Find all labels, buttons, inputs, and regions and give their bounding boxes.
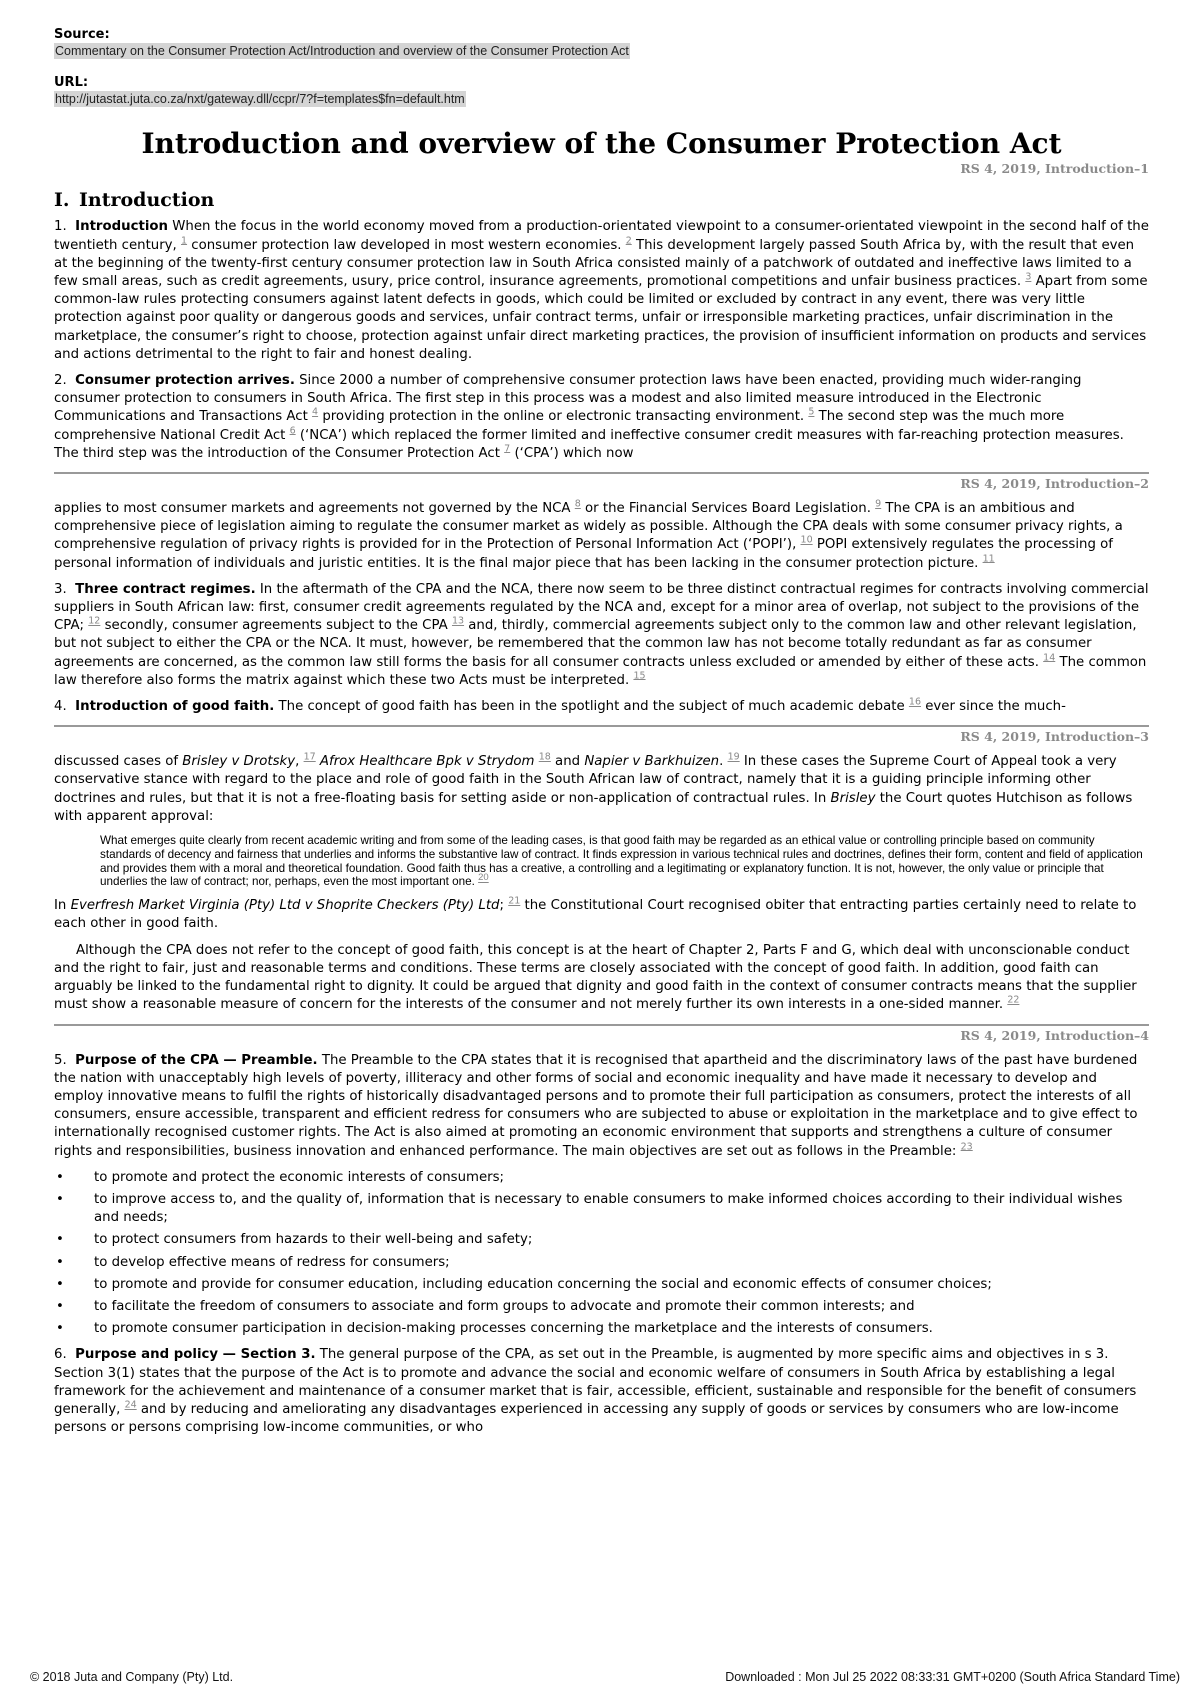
- footnote-link[interactable]: 5: [808, 407, 815, 419]
- footnote-link[interactable]: 13: [451, 615, 465, 627]
- footnote-link[interactable]: 6: [289, 425, 296, 437]
- paragraph-1: 1. Introduction When the focus in the world economy moved from a production-orientated viewpoint to a consumer-orientated viewpoint in the second half of the twentieth century, $^1$ consumer protection law developed in most western economies. $^2$ This development largely passed South Africa by, with the result that even at the beginning of the twenty-first century consumer protection law in South Africa consisted mainly of a patchwork of outdated and ineffective laws limited to a few small areas, such as credit agreements, usury, price control, insurance agreements, promotional competitions and unfair business practices. $^3$ Apart from some common-law rules protecting consumers against latent defects in goods, which could be limited or excluded by contract in any event, there was very little protection against poor quality or dangerous goods and services, unfair contract terms, unfair or irresponsible marketing practices, unfair discrimination in the marketplace, the consumer’s right to choose, protection against unfair direct marketing practices, the provision of insufficient information on products and services and actions detrimental to the right to fair and honest dealing.: [54, 219, 1149, 362]
- list-item: • to develop effective means of redress for consumers;: [54, 1254, 1149, 1272]
- paragraph-lead: Consumer protection arrives.: [75, 373, 295, 389]
- paragraph-6: 6. Purpose and policy — Section 3. The general purpose of the CPA, as set out in the Preamble, is augmented by more specific aims and objectives in s 3. Section 3(1) states that the purpose of the Act is to promote and advance the social and economic welfare of consumers in South Africa by establishing a legal framework for the achievement and maintenance of a consumer market that is fair, accessible, efficient, sustainable and responsible for the benefit of consumers generally, $^{24}$ and by reducing and ameliorating any disadvantages experienced in accessing any supply of goods or services by consumers who are low-income persons or persons comprising low-income communities, or who: [54, 1347, 1137, 1436]
- case-name: Brisley v Drotsky: [182, 754, 296, 770]
- source-value: Commentary on the Consumer Protection Act/Introduction and overview of the Consumer Protection Act: [55, 44, 629, 58]
- document-title: Introduction and overview of the Consumer Protection Act: [141, 127, 1062, 161]
- paragraph-2: 2. Consumer protection arrives. Since 2000 a number of comprehensive consumer protection laws have been enacted, providing much wider-ranging consumer protection to consumers in South Africa. The first step in this process was a modest and also limited measure introduced in the Electronic Communications and Transactions Act $^4$ providing protection in the online or electronic transacting environment. $^5$ The second step was the much more comprehensive National Credit Act $^6$ (‘NCA’) which replaced the former limited and ineffective consumer credit measures with far-reaching protection measures. The third step was the introduction of the Consumer Protection Act $^7$ (‘CPA’) which now: [54, 373, 1124, 461]
- footnote-link[interactable]: 23: [960, 1141, 973, 1153]
- page-footer: [30, 1670, 1180, 1684]
- list-item: • to improve access to, and the quality of, information that is necessary to enable consumers to make informed choices according to their individual wishes and needs;: [54, 1191, 1149, 1227]
- section-heading: I. Introduction: [54, 189, 215, 212]
- footnote-link[interactable]: 14: [1043, 652, 1056, 664]
- paragraph-4-everfresh: In Everfresh Market Virginia (Pty) Ltd v Shoprite Checkers (Pty) Ltd; $^{21}$ the Constitutional Court recognised obiter that entracting parties certainly need to relate to each other in good faith.: [54, 895, 1137, 932]
- list-item: • to protect consumers from hazards to their well-being and safety;: [54, 1231, 1149, 1249]
- paragraph-5: 5. Purpose of the CPA — Preamble. The Preamble to the CPA states that it is recognised that apartheid and the discriminatory laws of the past have burdened the nation with unacceptably high levels of poverty, illiteracy and other forms of social and economic inequality and have made it necessary to develop and employ innovative means to fulfil the rights of historically disadvantaged persons and to promote their full participation as consumers, protect the interests of all consumers, ensure accessible, transparent and efficient redress for consumers who are subjected to abuse or exploitation in the marketplace and to give effect to internationally recognised customer rights. The Act is also aimed at promoting an economic environment that supports and strengthens a culture of consumer rights and responsibilities, business innovation and enhanced performance. The main objectives are set out as follows in the Preamble: $^{23}$: [54, 1052, 1138, 1159]
- list-item: • to promote consumer participation in decision-making processes concerning the marketplace and the interests of consumers.: [54, 1320, 1149, 1338]
- footnote-link[interactable]: 4: [312, 407, 319, 419]
- paragraph-lead: Three contract regimes.: [75, 581, 256, 597]
- footnote-link[interactable]: 12: [88, 615, 101, 627]
- paragraph-4: 4. Introduction of good faith. The concept of good faith has been in the spotlight and the subject of much academic debate $^{16}$ ever since the much-: [54, 696, 1066, 715]
- footnote-link[interactable]: 11: [982, 553, 995, 565]
- footnote-link[interactable]: 3: [1025, 271, 1032, 283]
- url-label: URL:: [54, 75, 89, 91]
- paragraph-4-cpa: Although the CPA does not refer to the concept of good faith, this concept is at the heart of Chapter 2, Parts F and G, which deal with unconscionable conduct and the right to fair, just and reasonable terms and conditions. These terms are closely associated with the concept of good faith. In addition, good faith can arguably be linked to the fundamental right to dignity. It could be argued that dignity and good faith in the context of consumer contracts means that the supplier must show a reasonable measure of concern for the interests of the consumer and not merely further its own interests in a one-sided manner. $^{22}$: [54, 942, 1137, 1013]
- source-url-link[interactable]: http://jutastat.juta.co.za/nxt/gateway.dll/ccpr/7?f=templates$fn=default.htm: [55, 92, 465, 107]
- footnote-link[interactable]: 15: [633, 670, 646, 682]
- page-marker-2: RS 4, 2019, Introduction–2: [960, 476, 1149, 492]
- footnote-link[interactable]: 19: [727, 751, 740, 763]
- footnote-link[interactable]: 16: [908, 696, 921, 708]
- footnote-link[interactable]: 17: [303, 751, 316, 763]
- paragraph-lead: Purpose of the CPA — Preamble.: [75, 1052, 318, 1068]
- objectives-list: [54, 1169, 1149, 1339]
- paragraph-2-continued: applies to most consumer markets and agreements not governed by the NCA $^8$ or the Financial Services Board Legislation. $^9$ The CPA is an ambitious and comprehensive piece of legislation aiming to regulate the consumer market as widely as possible. Although the CPA deals with some consumer privacy rights, a comprehensive regulation of privacy rights is provided for in the Protection of Personal Information Act (‘POPI’), $^{10}$ POPI extensively regulates the processing of personal information of individuals and juristic entities. It is the final major piece that has been lacking in the consumer protection picture. $^{11}$: [54, 498, 1123, 571]
- footnote-link[interactable]: 18: [538, 751, 551, 763]
- paragraph-lead: Purpose and policy — Section 3.: [75, 1347, 316, 1363]
- footnote-link[interactable]: 2: [625, 235, 632, 247]
- source-label: Source:: [54, 27, 110, 42]
- page-marker-4: RS 4, 2019, Introduction–4: [960, 1027, 1149, 1043]
- list-item: • to promote and protect the economic interests of consumers;: [54, 1169, 1149, 1187]
- block-quote: What emerges quite clearly from recent academic writing and from some of the leading cases, is that good faith may be regarded as an ethical value or controlling principle based on community standards of decency and fairness that underlies and informs the substantive law of contract. It finds expression in various technical rules and doctrines, defines their form, content and field of application and provides them with a moral and theoretical foundation. Good faith thus has a creative, a controlling and a legitimating or explanatory function. It is not, however, the only value or principle that underlies the law of contract; nor, perhaps, even the most important one. $^{20}$: [100, 834, 1143, 889]
- download-timestamp: Downloaded : Mon Jul 25 2022 08:33:31 GMT+0200 (South Africa Standard Time): [725, 1670, 1180, 1684]
- footnote-link[interactable]: 22: [1007, 994, 1020, 1006]
- page-divider: [54, 472, 1149, 474]
- list-item: • to facilitate the freedom of consumers to associate and form groups to advocate and promote their common interests; and: [54, 1298, 1149, 1316]
- page-divider: [54, 725, 1149, 727]
- case-name: Brisley: [830, 790, 876, 806]
- footnote-link[interactable]: 10: [800, 535, 813, 547]
- paragraph-lead: Introduction of good faith.: [75, 699, 275, 715]
- document-page: [54, 26, 1149, 1445]
- case-name: Everfresh Market Virginia (Pty) Ltd v Shoprite Checkers (Pty) Ltd: [70, 898, 500, 914]
- list-item: • to promote and provide for consumer education, including education concerning the social and economic effects of consumer choices;: [54, 1276, 1149, 1294]
- footnote-link[interactable]: 21: [508, 895, 521, 907]
- paragraph-4-continued: discussed cases of Brisley v Drotsky, $^{17}$ Afrox Healthcare Bpk v Strydom $^{18}$ and Napier v Barkhuizen. $^{19}$ In these cases the Supreme Court of Appeal took a very conservative stance with regard to the place and role of good faith in the South African law of contract, namely that it is a guiding principle informing other doctrines and rules, but that it is not a free-floating basis for setting aside or non-application of contractual rules. In Brisley the Court quotes Hutchison as follows with apparent approval:: [54, 751, 1133, 824]
- paragraph-3: 3. Three contract regimes. In the aftermath of the CPA and the NCA, there now seem to be three distinct contractual regimes for contracts involving commercial suppliers in South African law: first, consumer credit agreements regulated by the NCA and, except for a minor area of overlap, not subject to the provisions of the CPA; $^{12}$ secondly, consumer agreements subject to the CPA $^{13}$ and, thirdly, commercial agreements subject only to the common law and other relevant legislation, but not subject to either the CPA or the NCA. It must, however, be remembered that the common law has not become totally redundant as far as consumer agreements are concerned, as the common law still forms the basis for all consumer contracts unless excluded or amended by either of these acts. $^{14}$ The common law therefore also forms the matrix against which these two Acts must be interpreted. $^{15}$: [54, 581, 1149, 688]
- footnote-link[interactable]: 8: [574, 498, 581, 510]
- footnote-link[interactable]: 1: [181, 235, 188, 247]
- footnote-link[interactable]: 7: [504, 443, 511, 455]
- copyright-text: © 2018 Juta and Company (Pty) Ltd.: [30, 1670, 234, 1684]
- footnote-link[interactable]: 24: [124, 1399, 137, 1411]
- footnote-link[interactable]: 9: [875, 498, 882, 510]
- case-name: Afrox Healthcare Bpk v Strydom: [315, 754, 535, 770]
- footnote-link[interactable]: 20: [478, 872, 489, 884]
- page-marker-3: RS 4, 2019, Introduction–3: [960, 729, 1149, 745]
- page-marker-1: RS 4, 2019, Introduction–1: [960, 161, 1149, 177]
- case-name: Napier v Barkhuizen: [584, 754, 720, 770]
- paragraph-lead: Introduction: [75, 219, 169, 235]
- page-divider: [54, 1024, 1149, 1026]
